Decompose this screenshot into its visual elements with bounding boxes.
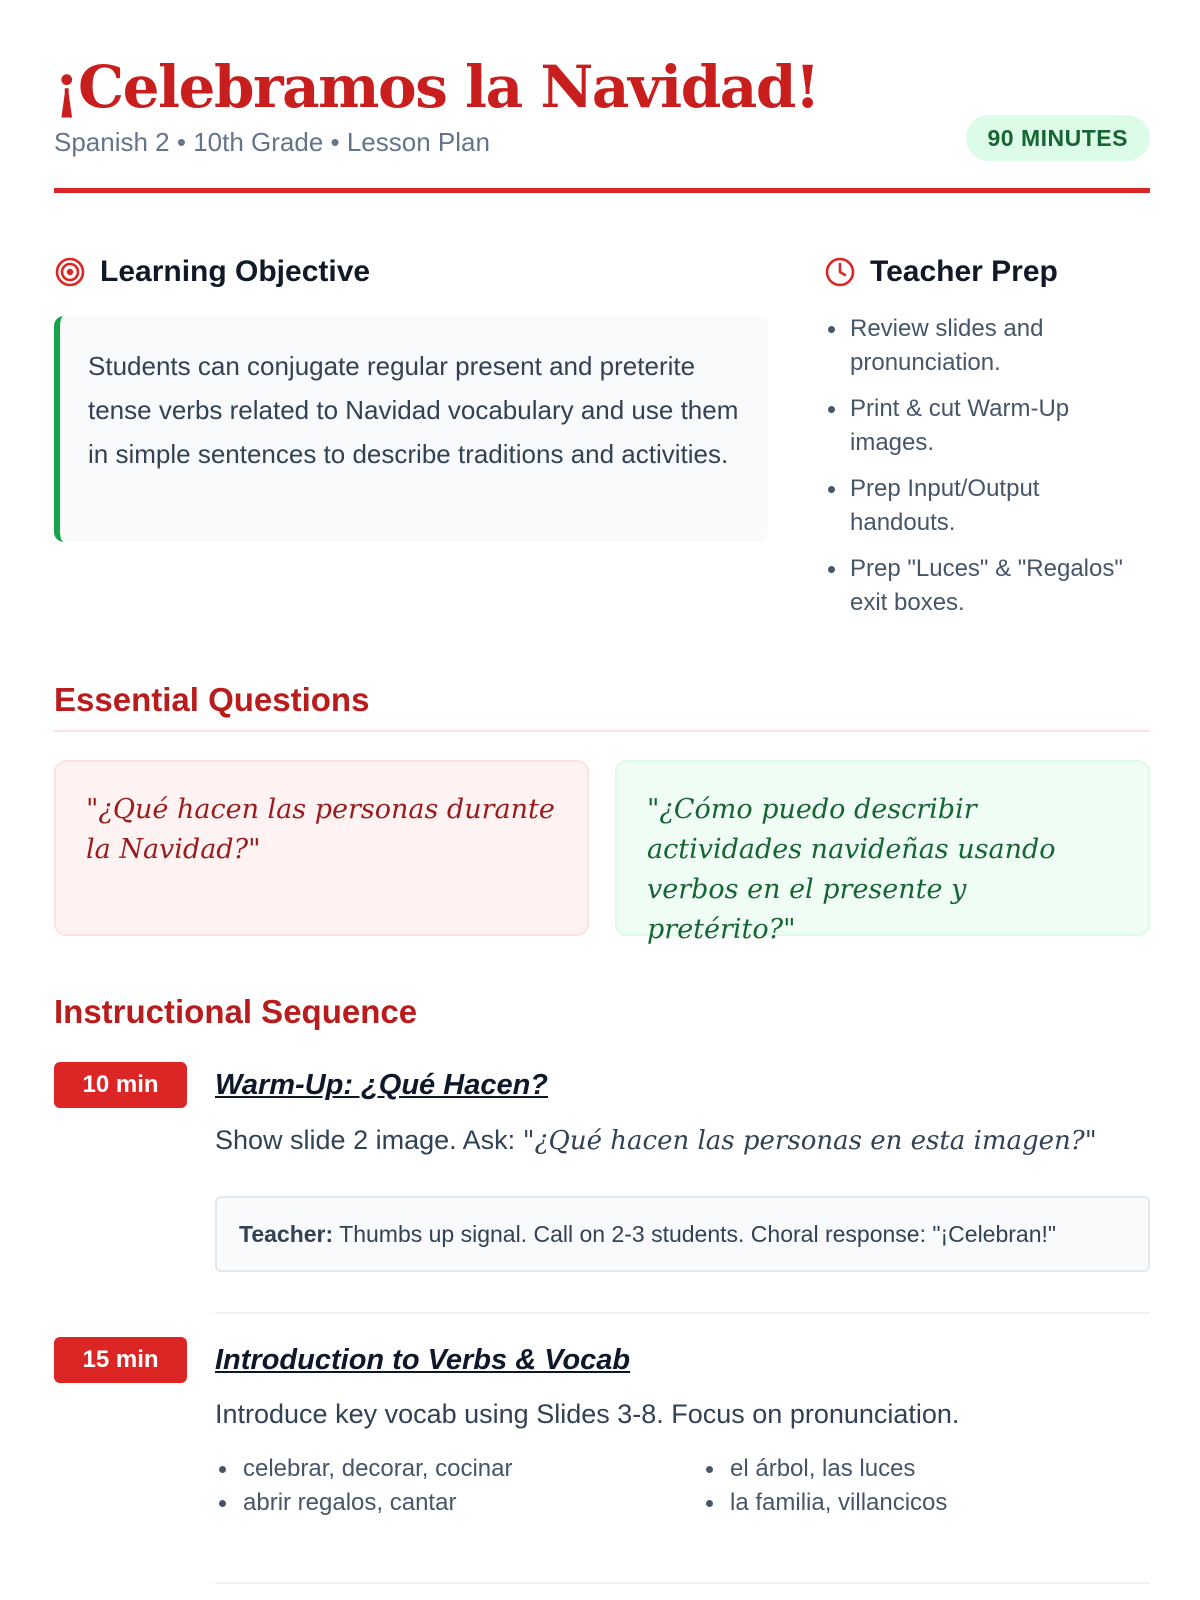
vocab-item: abrir regalos, cantar bbox=[215, 1486, 512, 1520]
step-description bbox=[215, 1121, 1097, 1160]
learning-objective-header bbox=[54, 252, 370, 292]
teacher-prep-header bbox=[824, 252, 1058, 292]
vocab-list bbox=[215, 1452, 512, 1520]
prep-item: Prep Input/Output handouts. bbox=[824, 472, 1150, 540]
step-divider bbox=[215, 1312, 1150, 1314]
clock-icon bbox=[824, 256, 856, 288]
vocab-item: la familia, villancicos bbox=[702, 1486, 947, 1520]
target-icon bbox=[54, 256, 86, 288]
objective-text: Students can conjugate regular present and preterite tense verbs related to Navidad vocabulary and use them in simple sentences to describe traditions and activities. bbox=[88, 351, 739, 469]
header-divider bbox=[54, 188, 1150, 193]
vocab-item: celebrar, decorar, cocinar bbox=[215, 1452, 512, 1486]
vocab-item: el árbol, las luces bbox=[702, 1452, 947, 1486]
step-quote: "¿Qué hacen las personas en esta imagen?" bbox=[522, 1126, 1097, 1156]
teacher-prep-list bbox=[824, 312, 1150, 632]
page-title: ¡Celebramos la Navidad! bbox=[54, 53, 819, 121]
teacher-note-label: Teacher: bbox=[239, 1221, 334, 1247]
teacher-prep-heading: Teacher Prep bbox=[870, 255, 1058, 288]
vocab-list bbox=[702, 1452, 947, 1520]
teacher-note bbox=[215, 1196, 1150, 1272]
teacher-note-text: Thumbs up signal. Call on 2-3 students. Choral response: "¡Celebran!" bbox=[333, 1221, 1057, 1247]
duration-badge: 90 MINUTES bbox=[966, 115, 1150, 161]
essential-questions-divider bbox=[54, 730, 1150, 732]
step-title: Introduction to Verbs & Vocab bbox=[215, 1344, 631, 1376]
prep-item: Prep "Luces" & "Regalos" exit boxes. bbox=[824, 552, 1150, 620]
time-badge: 10 min bbox=[54, 1062, 187, 1108]
prep-item: Review slides and pronunciation. bbox=[824, 312, 1150, 380]
step-divider bbox=[215, 1582, 1150, 1584]
essential-questions-heading: Essential Questions bbox=[54, 681, 370, 718]
learning-objective-heading: Learning Objective bbox=[100, 255, 371, 288]
step-title: Warm-Up: ¿Qué Hacen? bbox=[215, 1069, 549, 1101]
essential-question-card: "¿Cómo puedo describir actividades navideñas usando verbos en el presente y pretérito?" bbox=[615, 760, 1150, 936]
prep-item: Print & cut Warm-Up images. bbox=[824, 392, 1150, 460]
essential-question-card: "¿Qué hacen las personas durante la Navidad?" bbox=[54, 760, 589, 936]
instructional-sequence-heading: Instructional Sequence bbox=[54, 993, 418, 1030]
step-description: Introduce key vocab using Slides 3-8. Focus on pronunciation. bbox=[215, 1399, 960, 1429]
page-subtitle: Spanish 2 • 10th Grade • Lesson Plan bbox=[54, 127, 490, 157]
time-badge: 15 min bbox=[54, 1337, 187, 1383]
step-text: Show slide 2 image. Ask: bbox=[215, 1125, 523, 1155]
objective-box bbox=[54, 316, 768, 542]
